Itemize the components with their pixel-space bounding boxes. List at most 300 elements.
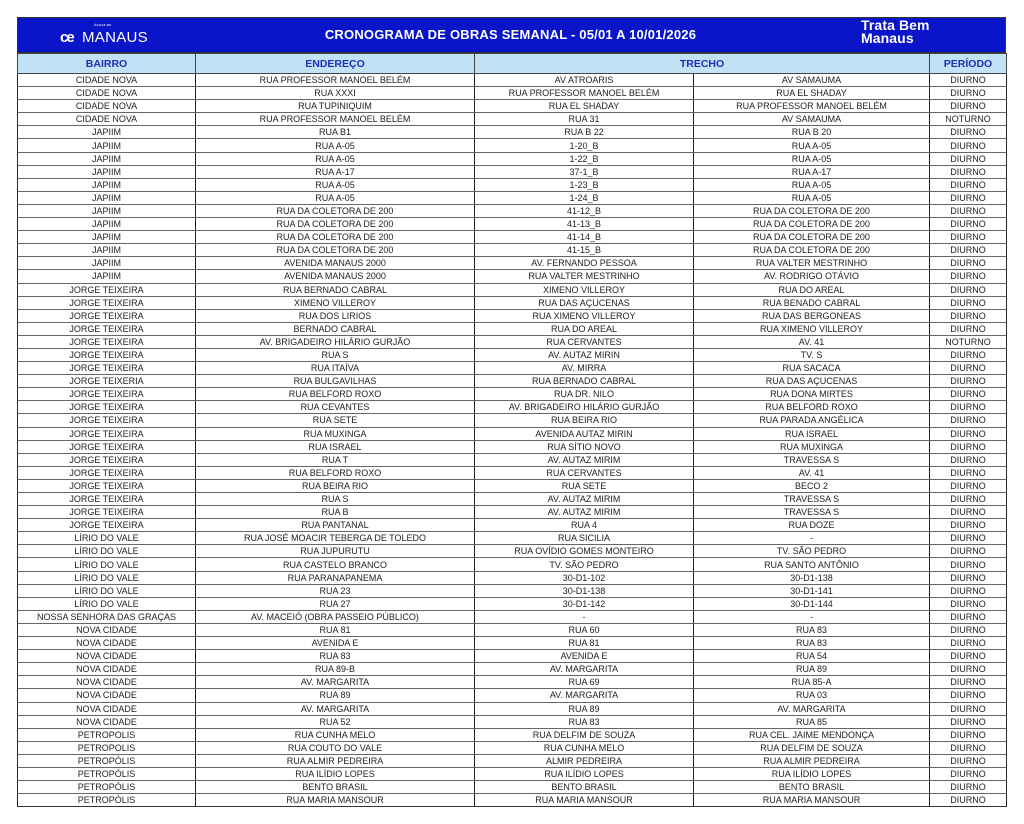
column-header-bairro: BAIRRO [18,54,196,74]
cell-periodo: DIURNO [930,663,1007,676]
cell-bairro: JORGE TEIXEIRA [18,427,196,440]
cell-periodo: DIURNO [930,244,1007,257]
table-row [18,244,1007,257]
cell-periodo: DIURNO [930,427,1007,440]
cell-trecho-fim: RUA A-05 [694,139,930,152]
cell-trecho-inicio: AV. AUTAZ MIRIN [475,348,694,361]
cell-trecho-fim: RUA DAS AÇUCENAS [694,375,930,388]
cell-endereco: RUA A-05 [196,152,475,165]
cell-trecho-fim: RUA PROFESSOR MANOEL BELÉM [694,100,930,113]
cell-endereco: RUA A-05 [196,191,475,204]
cell-periodo: DIURNO [930,270,1007,283]
aguas-de-manaus-logo [60,23,160,47]
cell-trecho-fim: RUA MUXINGA [694,440,930,453]
table-row [18,257,1007,270]
cell-endereco: RUA DA COLETORA DE 200 [196,204,475,217]
cell-periodo: DIURNO [930,532,1007,545]
cell-endereco: RUA S [196,493,475,506]
cell-trecho-inicio: AV. MARGARITA [475,663,694,676]
cell-trecho-fim: RUA DA COLETORA DE 200 [694,231,930,244]
cell-trecho-inicio: RUA DAS AÇUCENAS [475,296,694,309]
cell-trecho-inicio: RUA 60 [475,623,694,636]
cell-bairro: JORGE TEIXEIRA [18,388,196,401]
cell-trecho-inicio: 1-22_B [475,152,694,165]
cell-bairro: NOSSA SENHORA DAS GRAÇAS [18,610,196,623]
table-row [18,178,1007,191]
cell-endereco: XIMENO VILLEROY [196,296,475,309]
cell-periodo: DIURNO [930,375,1007,388]
cell-endereco: RUA 27 [196,597,475,610]
cell-trecho-inicio: 30-D1-142 [475,597,694,610]
cell-trecho-fim: RUA DA COLETORA DE 200 [694,244,930,257]
cell-bairro: LÍRIO DO VALE [18,545,196,558]
cell-bairro: LÍRIO DO VALE [18,597,196,610]
cell-endereco: RUA BEIRA RIO [196,479,475,492]
table-row [18,637,1007,650]
table-row [18,191,1007,204]
cell-endereco: RUA ILÍDIO LOPES [196,767,475,780]
cell-periodo: DIURNO [930,348,1007,361]
cell-trecho-inicio: 1-20_B [475,139,694,152]
cell-endereco: RUA ITAÍVA [196,362,475,375]
cell-trecho-fim: TV. SÃO PEDRO [694,545,930,558]
cell-trecho-fim: RUA XIMENO VILLEROY [694,322,930,335]
table-row [18,74,1007,87]
cell-periodo: DIURNO [930,493,1007,506]
cell-trecho-fim: TV. S [694,348,930,361]
cell-bairro: JORGE TEIXEIRA [18,322,196,335]
table-row [18,204,1007,217]
cell-periodo: DIURNO [930,178,1007,191]
cell-trecho-inicio: RUA 83 [475,715,694,728]
cell-trecho-inicio: AV. AUTAZ MIRIM [475,506,694,519]
cell-periodo: DIURNO [930,794,1007,807]
cell-endereco: RUA MUXINGA [196,427,475,440]
cell-endereco: RUA DA COLETORA DE 200 [196,231,475,244]
cell-periodo: DIURNO [930,152,1007,165]
cell-bairro: JAPIIM [18,139,196,152]
table-row [18,715,1007,728]
cell-trecho-fim: 30-D1-141 [694,584,930,597]
table-row [18,767,1007,780]
cell-endereco: RUA PROFESSOR MANOEL BELÉM [196,113,475,126]
cell-periodo: DIURNO [930,584,1007,597]
table-row [18,375,1007,388]
logo-name: MANAUS [82,29,148,46]
cell-trecho-fim: RUA 85 [694,715,930,728]
cell-bairro: PETROPÓLIS [18,767,196,780]
cell-bairro: JORGE TEIXEIRA [18,519,196,532]
cell-bairro: LÍRIO DO VALE [18,571,196,584]
cell-periodo: DIURNO [930,74,1007,87]
cell-trecho-inicio: TV. SÃO PEDRO [475,558,694,571]
cell-bairro: JORGE TEIXEIRA [18,296,196,309]
table-row [18,126,1007,139]
cell-endereco: AV. MACEIÓ (OBRA PASSEIO PÚBLICO) [196,610,475,623]
cell-periodo: DIURNO [930,545,1007,558]
cell-trecho-fim: RUA CEL. JAIME MENDONÇA [694,728,930,741]
cell-trecho-inicio: RUA BEIRA RIO [475,414,694,427]
table-row [18,335,1007,348]
table-row [18,427,1007,440]
table-row [18,610,1007,623]
cell-trecho-inicio: AV ATROARIS [475,74,694,87]
cell-trecho-fim: RUA 83 [694,637,930,650]
cell-trecho-fim: TRAVESSA S [694,506,930,519]
cell-bairro: CIDADE NOVA [18,100,196,113]
cell-periodo: DIURNO [930,126,1007,139]
logo-right-line1: Trata Bem [861,17,930,33]
cell-trecho-inicio: RUA PROFESSOR MANOEL BELÉM [475,87,694,100]
column-header-row [18,54,1007,74]
cell-trecho-inicio: 41-14_B [475,231,694,244]
cell-trecho-fim: RUA A-05 [694,152,930,165]
cell-trecho-inicio: 41-12_B [475,204,694,217]
cell-periodo: DIURNO [930,637,1007,650]
cell-trecho-fim: RUA A-17 [694,165,930,178]
column-header-periodo: PERÍODO [930,54,1007,74]
cell-trecho-fim: BECO 2 [694,479,930,492]
table-row [18,623,1007,636]
cell-bairro: JORGE TEIXERIA [18,375,196,388]
cell-bairro: JAPIIM [18,231,196,244]
cell-trecho-fim: RUA BELFORD ROXO [694,401,930,414]
cell-periodo: DIURNO [930,231,1007,244]
cell-endereco: RUA B1 [196,126,475,139]
cell-bairro: NOVA CIDADE [18,702,196,715]
cell-endereco: RUA CEVANTES [196,401,475,414]
cell-bairro: JORGE TEIXEIRA [18,283,196,296]
cell-bairro: JAPIIM [18,178,196,191]
cell-trecho-fim: RUA SACACA [694,362,930,375]
cell-periodo: DIURNO [930,728,1007,741]
cell-bairro: PETROPOLIS [18,728,196,741]
table-row [18,139,1007,152]
table-row [18,113,1007,126]
cell-periodo: DIURNO [930,702,1007,715]
cell-bairro: JORGE TEIXEIRA [18,309,196,322]
cell-trecho-fim: RUA VALTER MESTRINHO [694,257,930,270]
cell-bairro: JAPIIM [18,204,196,217]
cell-trecho-fim: RUA A-05 [694,178,930,191]
cell-trecho-inicio: 30-D1-138 [475,584,694,597]
cell-periodo: DIURNO [930,296,1007,309]
cell-periodo: DIURNO [930,754,1007,767]
cell-trecho-inicio: RUA SICILIA [475,532,694,545]
cell-periodo: DIURNO [930,767,1007,780]
cell-endereco: RUA BELFORD ROXO [196,388,475,401]
table-row [18,87,1007,100]
table-row [18,453,1007,466]
table-row [18,322,1007,335]
cell-trecho-inicio: 30-D1-102 [475,571,694,584]
cell-trecho-inicio: RUA SETE [475,479,694,492]
cell-bairro: JORGE TEIXEIRA [18,335,196,348]
table-row [18,231,1007,244]
cell-trecho-fim: RUA ALMIR PEDREIRA [694,754,930,767]
trata-bem-manaus-logo [861,19,930,45]
cell-trecho-inicio: - [475,610,694,623]
cell-bairro: JORGE TEIXEIRA [18,506,196,519]
cell-periodo: DIURNO [930,100,1007,113]
cell-bairro: JORGE TEIXEIRA [18,493,196,506]
cell-trecho-fim: RUA DO AREAL [694,283,930,296]
cell-bairro: JAPIIM [18,165,196,178]
cell-trecho-fim: RUA ILÍDIO LOPES [694,767,930,780]
cell-periodo: DIURNO [930,453,1007,466]
cell-trecho-inicio: RUA DR. NILO [475,388,694,401]
cell-trecho-inicio: RUA EL SHADAY [475,100,694,113]
table-row [18,309,1007,322]
table-row [18,388,1007,401]
cell-trecho-inicio: 41-15_B [475,244,694,257]
cell-trecho-fim: RUA DELFIM DE SOUZA [694,741,930,754]
cell-periodo: DIURNO [930,689,1007,702]
cell-trecho-inicio: XIMENO VILLEROY [475,283,694,296]
table-row [18,558,1007,571]
cell-periodo: DIURNO [930,571,1007,584]
cell-endereco: AVENIDA E [196,637,475,650]
cell-bairro: JORGE TEIXEIRA [18,453,196,466]
cell-bairro: JAPIIM [18,152,196,165]
table-row [18,702,1007,715]
cell-bairro: PETROPÓLIS [18,754,196,767]
cell-endereco: BENTO BRASIL [196,781,475,794]
cell-bairro: CIDADE NOVA [18,74,196,87]
cell-trecho-inicio: AV. FERNANDO PESSOA [475,257,694,270]
cell-trecho-fim: AV. 41 [694,335,930,348]
cell-endereco: RUA 23 [196,584,475,597]
cell-endereco: RUA 83 [196,650,475,663]
cell-periodo: DIURNO [930,414,1007,427]
cell-endereco: RUA BULGAVILHAS [196,375,475,388]
table-row [18,493,1007,506]
cell-endereco: RUA BELFORD ROXO [196,466,475,479]
cell-periodo: DIURNO [930,650,1007,663]
table-row [18,728,1007,741]
cell-endereco: RUA MARIA MANSOUR [196,794,475,807]
cell-periodo: DIURNO [930,597,1007,610]
table-row [18,663,1007,676]
table-body [18,74,1007,807]
cell-trecho-fim: RUA DA COLETORA DE 200 [694,204,930,217]
logo-small-text: ÁGUAS DE [94,23,112,27]
cell-periodo: DIURNO [930,257,1007,270]
cell-bairro: JORGE TEIXEIRA [18,479,196,492]
cell-trecho-inicio: RUA MARIA MANSOUR [475,794,694,807]
table-row [18,676,1007,689]
cell-endereco: AVENIDA MANAUS 2000 [196,257,475,270]
cell-bairro: PETROPÓLIS [18,781,196,794]
cell-trecho-inicio: RUA 69 [475,676,694,689]
cell-endereco: RUA BERNADO CABRAL [196,283,475,296]
table-row [18,781,1007,794]
cell-trecho-fim: RUA 89 [694,663,930,676]
table-row [18,100,1007,113]
cell-trecho-fim: RUA DA COLETORA DE 200 [694,218,930,231]
cell-trecho-inicio: AV. BRIGADEIRO HILÁRIO GURJÃO [475,401,694,414]
cell-trecho-inicio: RUA ILÍDIO LOPES [475,767,694,780]
cell-periodo: DIURNO [930,204,1007,217]
cell-trecho-inicio: RUA 31 [475,113,694,126]
cell-trecho-fim: RUA DAS BERGONEAS [694,309,930,322]
table-row [18,506,1007,519]
cell-bairro: LÍRIO DO VALE [18,558,196,571]
cell-bairro: NOVA CIDADE [18,623,196,636]
cell-periodo: DIURNO [930,440,1007,453]
cell-endereco: RUA 89 [196,689,475,702]
cell-endereco: RUA A-05 [196,178,475,191]
cell-endereco: RUA 52 [196,715,475,728]
cell-periodo: DIURNO [930,558,1007,571]
table-row [18,218,1007,231]
table-row [18,689,1007,702]
cell-bairro: JORGE TEIXEIRA [18,440,196,453]
cell-endereco: RUA ISRAEL [196,440,475,453]
cell-trecho-inicio: RUA CERVANTES [475,335,694,348]
cell-bairro: JORGE TEIXEIRA [18,348,196,361]
cell-trecho-fim: RUA DOZE [694,519,930,532]
cell-bairro: JORGE TEIXEIRA [18,414,196,427]
cell-trecho-fim: AV. MARGARITA [694,702,930,715]
cell-periodo: DIURNO [930,519,1007,532]
table-row [18,348,1007,361]
table-row [18,532,1007,545]
cell-endereco: RUA SETE [196,414,475,427]
cell-bairro: NOVA CIDADE [18,715,196,728]
table-row [18,794,1007,807]
cell-bairro: NOVA CIDADE [18,637,196,650]
cell-trecho-inicio: RUA B 22 [475,126,694,139]
table-row [18,519,1007,532]
cell-endereco: RUA JOSÉ MOACIR TEBERGA DE TOLEDO [196,532,475,545]
cell-periodo: DIURNO [930,741,1007,754]
cell-trecho-inicio: AV. AUTAZ MIRIM [475,493,694,506]
cell-periodo: DIURNO [930,218,1007,231]
cell-periodo: DIURNO [930,139,1007,152]
cell-trecho-inicio: RUA OVÍDIO GOMES MONTEIRO [475,545,694,558]
cell-trecho-inicio: 41-13_B [475,218,694,231]
cell-trecho-inicio: RUA 81 [475,637,694,650]
cell-periodo: DIURNO [930,610,1007,623]
cell-bairro: CIDADE NOVA [18,113,196,126]
title-banner [17,17,1006,53]
cell-bairro: JORGE TEIXEIRA [18,362,196,375]
cell-endereco: RUA A-05 [196,139,475,152]
cell-periodo: DIURNO [930,401,1007,414]
table-row [18,571,1007,584]
cell-trecho-fim: RUA 54 [694,650,930,663]
cell-trecho-fim: AV SAMAUMA [694,113,930,126]
cell-endereco: RUA PARANAPANEMA [196,571,475,584]
cell-endereco: RUA PROFESSOR MANOEL BELÉM [196,74,475,87]
cell-trecho-fim: RUA B 20 [694,126,930,139]
cell-trecho-inicio: AVENIDA E [475,650,694,663]
cell-endereco: RUA XXXI [196,87,475,100]
cell-trecho-inicio: RUA SÍTIO NOVO [475,440,694,453]
cell-bairro: NOVA CIDADE [18,650,196,663]
cell-periodo: DIURNO [930,781,1007,794]
cell-trecho-inicio: 1-23_B [475,178,694,191]
cell-endereco: AVENIDA MANAUS 2000 [196,270,475,283]
cell-bairro: LÍRIO DO VALE [18,532,196,545]
table-row [18,165,1007,178]
cell-bairro: JAPIIM [18,218,196,231]
cell-bairro: JORGE TEIXEIRA [18,466,196,479]
cell-periodo: DIURNO [930,322,1007,335]
cell-trecho-fim: - [694,532,930,545]
cell-trecho-inicio: RUA DELFIM DE SOUZA [475,728,694,741]
cell-trecho-inicio: AV. MIRRA [475,362,694,375]
table-row [18,152,1007,165]
cell-trecho-inicio: RUA CUNHA MELO [475,741,694,754]
cell-bairro: PETROPÓLIS [18,794,196,807]
cell-endereco: RUA 81 [196,623,475,636]
table-row [18,414,1007,427]
logo-mark-icon: ce [60,29,73,46]
cell-trecho-fim: RUA ISRAEL [694,427,930,440]
cell-trecho-fim: AV. 41 [694,466,930,479]
cell-trecho-inicio: 1-24_B [475,191,694,204]
cell-bairro: NOVA CIDADE [18,663,196,676]
cell-bairro: NOVA CIDADE [18,689,196,702]
cell-bairro: JAPIIM [18,244,196,257]
cell-trecho-inicio: RUA CERVANTES [475,466,694,479]
page-title: CRONOGRAMA DE OBRAS SEMANAL - 05/01 A 10/01/2026 [324,27,697,42]
cell-periodo: DIURNO [930,309,1007,322]
cell-periodo: DIURNO [930,191,1007,204]
cell-bairro: JAPIIM [18,126,196,139]
cell-trecho-fim: AV SAMAUMA [694,74,930,87]
cell-trecho-fim: RUA BENADO CABRAL [694,296,930,309]
logo-right-line2: Manaus [861,30,914,46]
cell-trecho-inicio: RUA DO AREAL [475,322,694,335]
cell-endereco: RUA S [196,348,475,361]
cell-endereco: RUA T [196,453,475,466]
cell-endereco: RUA PANTANAL [196,519,475,532]
cell-periodo: DIURNO [930,479,1007,492]
cell-endereco: BERNADO CABRAL [196,322,475,335]
cell-trecho-inicio: RUA 89 [475,702,694,715]
cell-trecho-inicio: AV. AUTAZ MIRIM [475,453,694,466]
schedule-table [17,53,1007,807]
cell-endereco: RUA DA COLETORA DE 200 [196,244,475,257]
table-row [18,362,1007,375]
cell-endereco: AV. MARGARITA [196,676,475,689]
cell-trecho-fim: RUA MARIA MANSOUR [694,794,930,807]
cell-trecho-inicio: RUA BERNADO CABRAL [475,375,694,388]
cell-trecho-fim: TRAVESSA S [694,453,930,466]
cell-periodo: DIURNO [930,466,1007,479]
cell-periodo: NOTURNO [930,335,1007,348]
cell-trecho-inicio: AVENIDA AUTAZ MIRIN [475,427,694,440]
cell-trecho-fim: RUA DONA MIRTES [694,388,930,401]
cell-bairro: PETROPOLIS [18,741,196,754]
cell-trecho-inicio: RUA XIMENO VILLEROY [475,309,694,322]
table-row [18,650,1007,663]
cell-endereco: RUA TUPINIQUIM [196,100,475,113]
cell-trecho-fim: AV. RODRIGO OTÁVIO [694,270,930,283]
table-row [18,584,1007,597]
table-row [18,401,1007,414]
cell-periodo: DIURNO [930,506,1007,519]
cell-periodo: DIURNO [930,283,1007,296]
cell-endereco: RUA DA COLETORA DE 200 [196,218,475,231]
cell-bairro: JAPIIM [18,191,196,204]
column-header-trecho: TRECHO [475,54,930,74]
cell-periodo: DIURNO [930,623,1007,636]
cell-periodo: DIURNO [930,87,1007,100]
